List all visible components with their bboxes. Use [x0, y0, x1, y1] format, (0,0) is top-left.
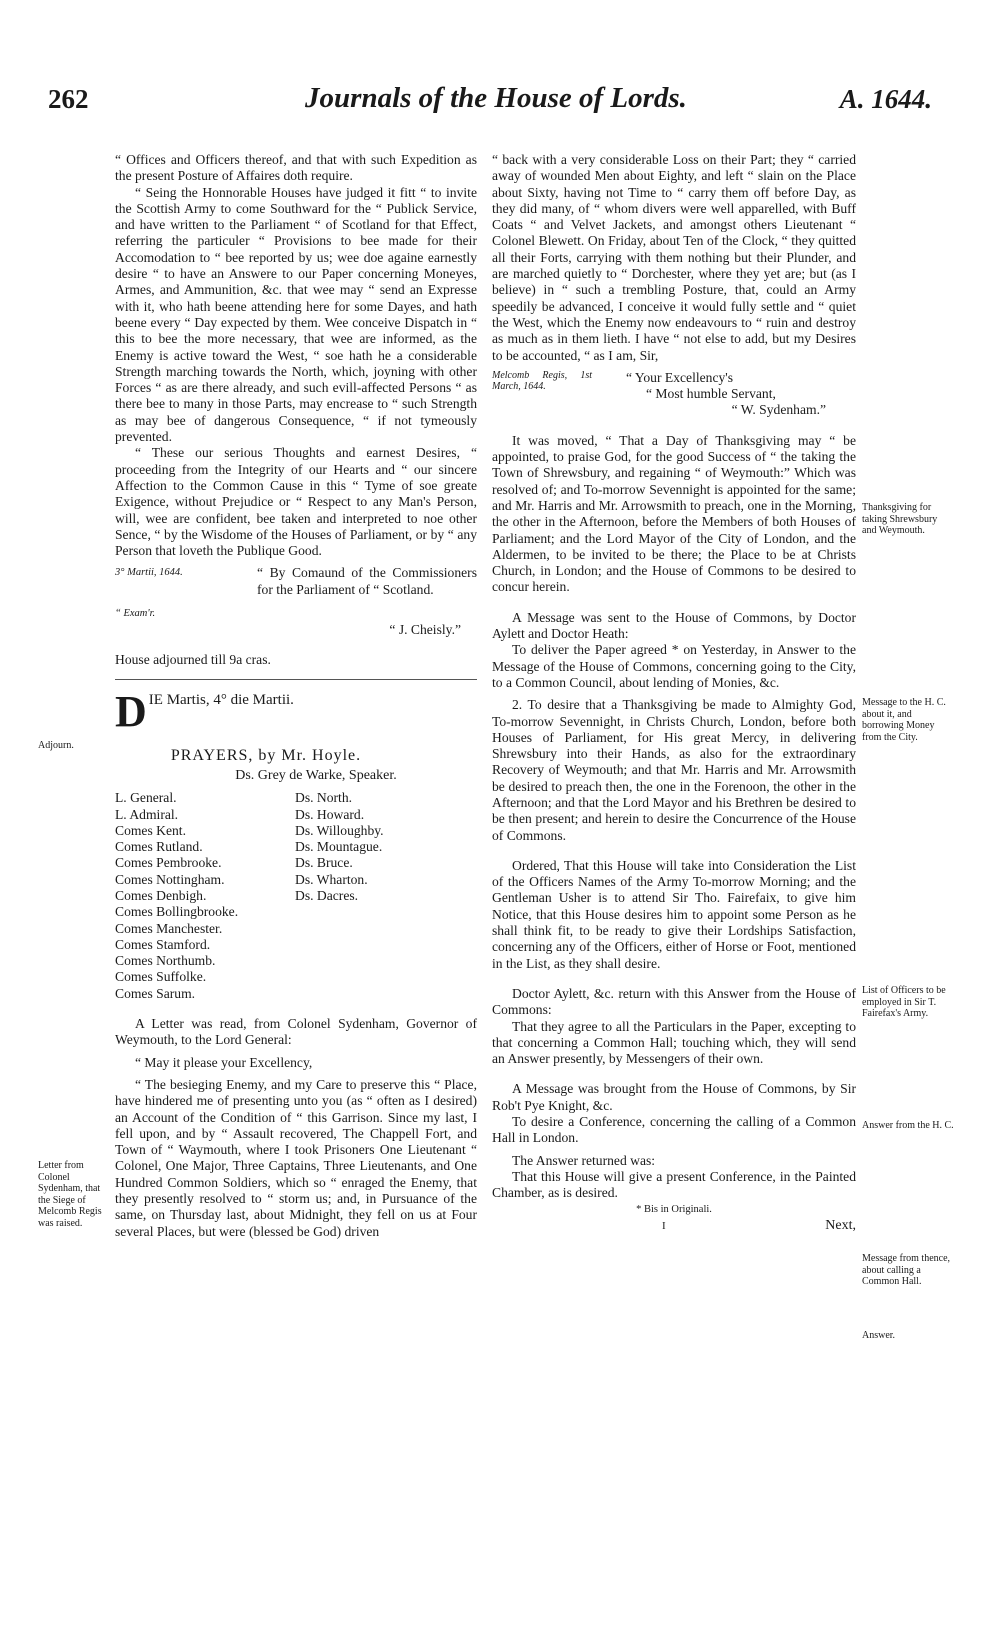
- paragraph: A Message was sent to the House of Commons, by Doctor Aylett and Doctor Heath:: [492, 609, 856, 642]
- peer-name: Comes Sarum.: [115, 985, 196, 1001]
- closing-line: “ Most humble Servant,: [646, 386, 776, 402]
- page-foot: [492, 1218, 856, 1234]
- margin-note-list: List of Officers to be employed in Sir T. Fairefax's Army.: [862, 985, 946, 1019]
- paragraph: 2. To desire that a Thanksgiving be made to Almighty God, To-morrow Sevennight, in Christs Church, London, before both Houses of Parliament, for His great Mercy, in delivering Shrewsbury into their Hands, as also for the extraordinary Recovery of Weymouth; and that Mr. Harris and Mr. Arrowsmith be desired to preach then, the one in the Forenoon, the other in the Afternoon; and that the Lord Mayor and his Brethren be desired to be then present; and herein to desire the Concurrence of the House of Commons.: [492, 697, 856, 843]
- divider: [115, 679, 477, 680]
- day-heading: [115, 692, 477, 730]
- peer-name: Ds. Wharton.: [295, 871, 368, 887]
- signoff-block: [115, 565, 477, 622]
- catchword: Next,: [825, 1217, 856, 1233]
- letter-date: 3° Martii, 1644.: [115, 567, 183, 579]
- peer-name: Comes Denbigh.: [115, 887, 207, 903]
- margin-note-letter: Letter from Colonel Sydenham, that the Siege of Melcomb Regis was raised.: [38, 1160, 102, 1229]
- peer-name: L. Admiral.: [115, 806, 179, 822]
- footnote: * Bis in Originali.: [636, 1203, 712, 1215]
- paragraph: To desire a Conference, concerning the calling of a Common Hall in London.: [492, 1114, 856, 1146]
- paragraph: “ back with a very considerable Loss on their Part; they “ carried away of wounded Men about Eighty, and left “ slain on the Place about Sixty, having not Time to “ carry them off before Day, as they did many, of “ whom divers were well apparelled, with Buff Coats “ and Velvet Jackets, and amongst others Lieutenant “ Colonel Blewett. On Friday, about Ten of the Clock, “ they quitted all their Forts, carrying with them nothing but their Plunder, and are marched quietly to “ Dorchester, where they yet are; but (as I believe) in “ such a trembling Posture, that, could an Army speedily be advanced, I conceive it would fully settle and “ quiet the West, which the Enemy now endeavours to “ ruin and destroy as much as in them lieth. I have “ not else to add, but my Desires to be accounted, “ as I am, Sir,: [492, 152, 856, 363]
- closing-line: “ Your Excellency's: [626, 369, 734, 385]
- paragraph: “ These our serious Thoughts and earnest Desires, “ proceeding from the Integrity of our Hearts and “ our sincere Affection to the Common Cause in this “ Tyme of soe greate Exigence, without Prejudice or “ Respect to any Man's Person, will, wee are confident, bee taken and interpreted to noe other Sence, “ by the Wisdome of the Houses of Parliament, or by “ any Person that loveth the Publique Good.: [115, 445, 477, 559]
- paragraph: “ Seing the Honnorable Houses have judged it fitt “ to invite the Scottish Army to come Southward for the “ Publick Service, and have written to the Parliament “ of Scotland for that Effect, referring the particuler “ Provisions to bee made for their Accomodation to “ bee reported by us; wee doe againe earnestly desire “ to have an Answere to our Paper concerning Moneyes, Armes, and Ammunition, &c. that wee may “ send an Expresse with it, who hath beene attending here for some Dayes, and hath beene every “ Day expected by them. Wee conceive Dispatch in “ this to bee the more necessary, that wee are informed, as the Enemy is active toward the West, “ soe hath he a considerable Strength marching towards the North, which, joyning with other Forces “ as are there already, and such evill-affected Persons “ as there bee to many in those Parts, may encrease to “ such Strength as may bee of dangerous Consequence, “ if not tymeously prevented.: [115, 184, 477, 445]
- peer-name: Ds. North.: [295, 790, 353, 806]
- paragraph: The Answer returned was:: [512, 1152, 656, 1168]
- page-number: 262: [48, 84, 89, 114]
- prayers-line: PRAYERS, by Mr. Hoyle.: [170, 746, 362, 764]
- paragraph: To deliver the Paper agreed * on Yesterday, in Answer to the Message of the House of Commons, concerning going to the City, to a Common Council, about lending of Monies, &c.: [492, 642, 856, 690]
- day-heading-text: IE Martis, 4° die Martii.: [148, 691, 294, 708]
- peer-name: Comes Stamford.: [115, 936, 211, 952]
- margin-note-answer: Answer.: [862, 1330, 896, 1341]
- peer-name: Comes Nottingham.: [115, 871, 225, 887]
- header-year: A. 1644.: [839, 84, 932, 114]
- peer-name: Comes Pembrooke.: [115, 855, 222, 871]
- paragraph: That this House will give a present Conference, in the Painted Chamber, as is desired.: [492, 1168, 856, 1201]
- peer-name: Ds. Bruce.: [295, 855, 353, 871]
- exam-note: “ Exam'r.: [115, 607, 156, 619]
- margin-note-message: Message to the H. C. about it, and borrowing Money from the City.: [862, 697, 946, 743]
- peer-name: Ds. Willoughby.: [295, 822, 384, 838]
- margin-note-answer-hc: Answer from the H. C.: [862, 1120, 954, 1131]
- left-column: [115, 152, 477, 1240]
- peer-name: Ds. Dacres.: [295, 887, 359, 903]
- peer-name: Comes Manchester.: [115, 920, 223, 936]
- peer-name: Comes Rutland.: [115, 839, 203, 855]
- adjournment: House adjourned till 9a cras.: [115, 652, 271, 668]
- paragraph: That they agree to all the Particulars in the Paper, excepting to that concerning a Common Hall; touching which, they will send an Answer presently, by Messengers of their own.: [492, 1018, 856, 1067]
- peer-name: Comes Kent.: [115, 822, 186, 838]
- peer-name: Ds. Howard.: [295, 806, 365, 822]
- paragraph: A Message was brought from the House of Commons, by Sir Rob't Pye Knight, &c.: [492, 1081, 856, 1113]
- paragraph: Doctor Aylett, &c. return with this Answer from the House of Commons:: [492, 985, 856, 1018]
- peer-name: Comes Northumb.: [115, 953, 216, 969]
- margin-note-message-from: Message from thence, about calling a Common Hall.: [862, 1253, 951, 1287]
- peers-right: [295, 790, 455, 1002]
- paragraph: “ The besieging Enemy, and my Care to preserve this “ Place, have hindered me of presenting unto you (as “ often as I desired) an Account of the Condition of “ this Garrison. Since my last, I fell upon, and by “ Assault recovered, The Chappell Fort, and Town of “ Waymouth, where I took Prisoners One Lieutenant “ Colonel, One Major, Three Captains, Three Lieutenants, and One Hundred Common Soldiers, which so “ enraged the Enemy, that they presently resolved to “ storm us; and, in Pursuance of the same, on Thursday last, about Midnight, they fell on us at Four several Places, but were (blessed be God) driven: [115, 1076, 477, 1239]
- signer: “ J. Cheisly.”: [389, 622, 461, 638]
- signoff-text: “ By Comaund of the Commissioners for the Parliament of “ Scotland.: [257, 565, 477, 597]
- signer: “ W. Sydenham.”: [731, 402, 826, 418]
- paragraph: Ordered, That this House will take into Consideration the List of the Officers Names of the Army To-morrow Morning; and the Gentleman Usher is to attend Sir Tho. Fairefaix, to give him Notice, that this House desires him to appoint some Person as he shall think fit, to be ready to give their Lordships Satisfaction, concerning any of the Officers, either of Horse or Foot, mentioned in the List, as they shall desire.: [492, 857, 856, 971]
- peer-name: L. General.: [115, 790, 177, 806]
- peers-list: [115, 790, 477, 1002]
- running-header: [0, 78, 992, 118]
- salutation: “ May it please your Excellency,: [135, 1054, 313, 1070]
- closing-block: [492, 370, 856, 403]
- letter-intro: A Letter was read, from Colonel Sydenham, Governor of Weymouth, to the Lord General:: [115, 1016, 477, 1048]
- signature-mark: I: [662, 1219, 666, 1232]
- paragraph: “ Offices and Officers thereof, and that with such Expedition as the present Posture of Affaires doth require.: [115, 152, 477, 184]
- right-column: [492, 152, 856, 1234]
- peer-name: Ds. Mountague.: [295, 839, 383, 855]
- speaker-line: Ds. Grey de Warke, Speaker.: [235, 767, 397, 783]
- margin-note-adjourn: Adjourn.: [38, 740, 74, 751]
- margin-note-thanksgiving: Thanksgiving for taking Shrewsbury and Weymouth.: [862, 502, 938, 536]
- peer-name: Comes Bollingbrooke.: [115, 904, 239, 920]
- paragraph: It was moved, “ That a Day of Thanksgiving may “ be appointed, to praise God, for the good Success of “ the taking the Town of Shrewsbury, and regaining “ of Weymouth:” Which was resolved of; and To-morrow Sevennight is appointed for the same; and Mr. Harris and Mr. Arrowsmith to preach, one in the Morning, the other in the Afternoon, before the Members of both Houses of Parliament; and the Lord Mayor of the City of London, and the Aldermen, to be invited to be there; the Place to be at Christs Church, in London; and the House of Commons to be desired to concur herein.: [492, 432, 856, 595]
- place-date: Melcomb Regis, 1st March, 1644.: [492, 369, 592, 392]
- page-title: Journals of the House of Lords.: [305, 82, 687, 114]
- peers-left: [115, 790, 295, 1002]
- drop-cap: D: [115, 691, 147, 730]
- peer-name: Comes Suffolke.: [115, 969, 207, 985]
